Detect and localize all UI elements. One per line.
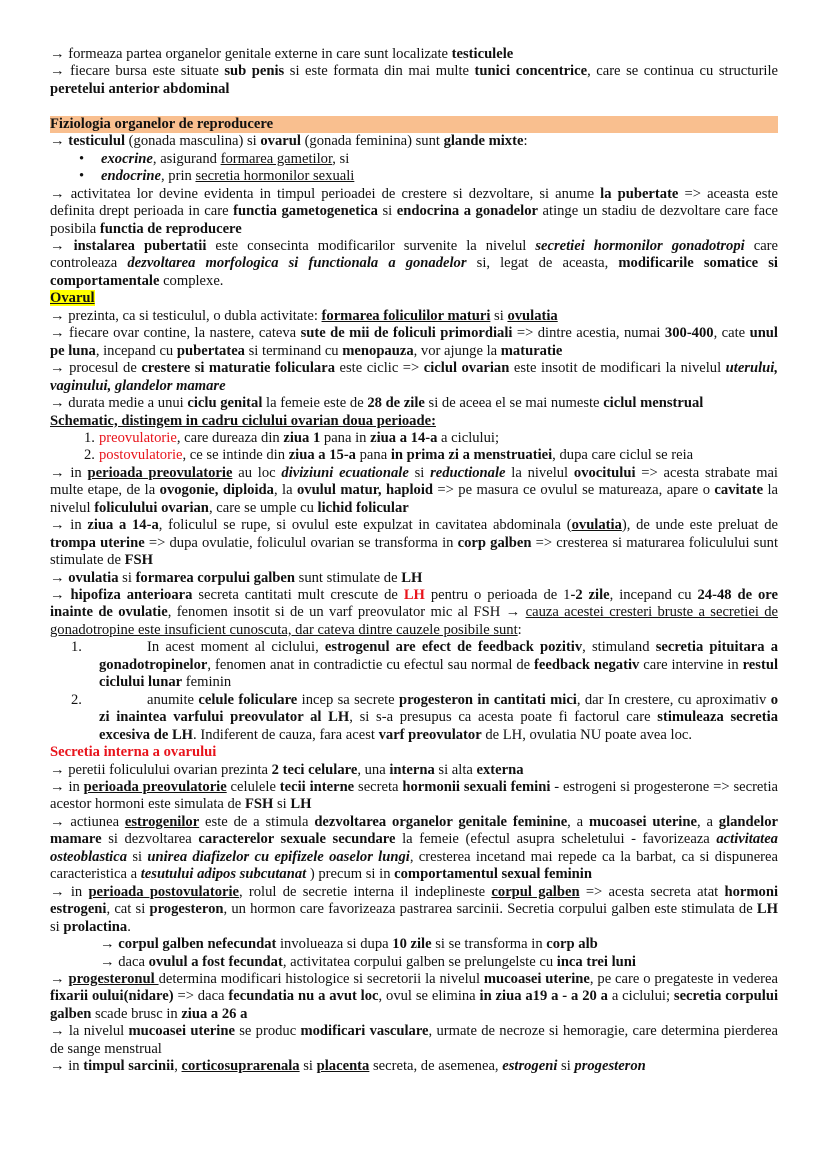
- paragraph: [50, 413, 778, 430]
- text-run: anumite: [147, 691, 199, 708]
- text-run: cauza acestei cresteri bruste a secretiei de gonadotropine este insuficient cunoscuta, dar cateva dintre cauzele posibile sunt: [50, 604, 779, 638]
- numbered-item: [50, 639, 778, 691]
- paragraph: [50, 133, 778, 150]
- text-run: secreta cantitati mult crescute de: [192, 587, 404, 604]
- text-run: estrogenilor: [124, 813, 200, 830]
- text-run: Ovarul: [50, 290, 95, 307]
- text-run: => aceasta este definita drept perioada in care: [50, 185, 778, 220]
- text-run: este insotit de modificari la nivelul: [509, 360, 726, 377]
- text-run: si de aceea el se mai numeste: [424, 395, 604, 412]
- text-run: si: [273, 796, 291, 813]
- text-run: →: [50, 237, 74, 254]
- text-run: a ciclului;: [607, 988, 674, 1005]
- paragraph: [50, 1023, 778, 1058]
- text-run: →: [50, 569, 69, 586]
- text-run: testiculul: [68, 133, 126, 150]
- text-run: celulele: [226, 779, 280, 796]
- text-run: ziua a 14-a: [370, 429, 438, 446]
- text-run: functia gametogenetica: [233, 203, 378, 220]
- text-run: -2 zile: [570, 587, 610, 604]
- paragraph: [50, 884, 778, 936]
- text-run: secretia pituitara a gonadotropinelor: [99, 639, 778, 673]
- paragraph: [50, 936, 778, 953]
- text-run: , dar In crestere, cu aproximativ: [576, 691, 771, 708]
- text-run: → durata medie a unui: [50, 395, 188, 412]
- paragraph: [50, 238, 778, 290]
- text-run: foliculului ovarian: [94, 499, 209, 516]
- text-run: corp galben: [457, 534, 532, 551]
- list-number: 1.: [71, 639, 82, 656]
- text-run: este consecinta modificarilor survenite la nivelul: [206, 237, 536, 254]
- text-run: , stimuland: [582, 639, 656, 656]
- text-run: ciclu genital: [187, 395, 263, 412]
- text-run: perioada preovulatorie: [83, 779, 227, 796]
- text-run: feminin: [182, 674, 232, 691]
- text-run: pana: [355, 447, 391, 464]
- paragraph: [50, 395, 778, 412]
- text-run: →: [50, 133, 69, 150]
- text-run: se produc: [234, 1023, 301, 1040]
- text-run: modificarile somatice si comportamentale: [50, 255, 778, 289]
- text-run: , asigurand: [152, 150, 221, 167]
- text-run: estrogeni: [502, 1058, 558, 1075]
- text-run: si: [490, 307, 508, 324]
- paragraph: [50, 46, 778, 63]
- paragraph: [50, 98, 778, 115]
- text-run: peretelui anterior abdominal: [50, 80, 230, 97]
- text-run: si: [377, 203, 397, 220]
- text-run: si: [50, 918, 64, 935]
- text-run: crestere si maturatie foliculara: [141, 360, 336, 377]
- list-number: 2.: [84, 447, 95, 464]
- bullet-item: [50, 151, 778, 168]
- text-run: pana in: [320, 429, 371, 446]
- text-run: , vor ajunge la: [413, 342, 501, 359]
- text-run: si: [557, 1058, 575, 1075]
- text-run: mucoasei uterine: [588, 813, 697, 830]
- text-run: au loc: [232, 464, 282, 481]
- text-run: → peretii foliculului ovarian prezinta: [50, 761, 272, 778]
- text-run: inca trei luni: [556, 953, 636, 970]
- paragraph: [50, 186, 778, 238]
- text-run: si: [118, 569, 136, 586]
- text-run: corpul galben: [491, 883, 580, 900]
- text-run: formarea gametilor: [220, 150, 333, 167]
- text-run: ziua a 15-a: [288, 447, 356, 464]
- text-run: ovulul matur, haploid: [296, 482, 433, 499]
- text-run: ovulatia: [571, 517, 622, 534]
- text-run: la nivelul: [50, 482, 778, 516]
- paragraph: [50, 1058, 778, 1075]
- text-run: , a: [696, 813, 719, 830]
- text-run: → la nivelul: [50, 1023, 129, 1040]
- text-run: LH: [290, 796, 312, 813]
- text-run: si: [299, 1058, 317, 1075]
- text-run: preovulatorie: [99, 429, 177, 446]
- text-run: , a: [567, 813, 589, 830]
- text-run: trompa uterine: [50, 534, 145, 551]
- text-run: mucoasei uterine: [128, 1023, 235, 1040]
- text-run: comportamentul sexual feminin: [394, 866, 592, 883]
- text-run: la femeie (efectul asupra scheletului - favorizeaza: [395, 831, 717, 848]
- text-run: In acest moment al ciclului,: [147, 639, 325, 656]
- text-run: → in: [50, 779, 84, 796]
- text-run: tecii interne: [279, 779, 355, 796]
- paragraph: [50, 954, 778, 971]
- text-run: progesteron: [149, 901, 224, 918]
- bullet-item: [50, 168, 778, 185]
- text-run: , care se continua cu structurile: [587, 63, 779, 80]
- text-run: => acesta strabate mai multe etape, de la: [50, 464, 778, 499]
- paragraph: [50, 63, 778, 98]
- text-run: prolactina: [63, 918, 128, 935]
- text-run: sub penis: [224, 63, 285, 80]
- text-run: endocrina a gonadelor: [396, 203, 538, 220]
- paragraph: [50, 517, 778, 569]
- text-run: , fenomen anat in contradictie cu efectul sau normal de: [207, 656, 535, 673]
- list-number: 2.: [71, 691, 82, 708]
- text-run: testiculele: [451, 46, 514, 62]
- text-run: (gonada masculina) si: [125, 133, 261, 150]
- text-run: , activitatea corpului galben se prelungelste cu: [282, 953, 557, 970]
- text-run: pentru o perioada de 1: [424, 587, 571, 604]
- text-run: si alta: [434, 761, 477, 778]
- text-run: , ce se intinde din: [182, 447, 289, 464]
- text-run: dezvoltarea organelor genitale feminine: [314, 813, 568, 830]
- text-run: ziua a 26 a: [181, 1005, 248, 1022]
- text-run: ciclul menstrual: [603, 395, 704, 412]
- text-run: caracterelor sexuale secundare: [198, 831, 396, 848]
- text-run: hormoni estrogeni: [50, 883, 778, 918]
- text-run: , fenomen insotit si de un varf preovulator mic al FSH →: [167, 604, 526, 621]
- text-run: formarea corpului galben: [135, 569, 296, 586]
- text-run: si: [408, 464, 431, 481]
- text-run: unirea diafizelor cu epifizele oaselor lungi: [147, 848, 410, 865]
- text-run: secreta, de asemenea,: [369, 1058, 503, 1075]
- text-run: :: [517, 621, 522, 638]
- text-run: 300-400: [664, 325, 714, 342]
- text-run: , la: [273, 482, 297, 499]
- text-run: secreta: [354, 779, 403, 796]
- text-run: → formeaza partea organelor genitale externe in care sunt localizate: [50, 46, 452, 62]
- text-run: interna: [389, 761, 435, 778]
- document-page: [50, 46, 778, 1076]
- text-run: pubertatea: [176, 342, 245, 359]
- text-run: a ciclului;: [437, 429, 500, 446]
- text-run: → fiecare ovar contine, la nastere, cateva: [50, 325, 301, 342]
- text-run: si este formata din mai multe: [284, 63, 475, 80]
- text-run: care controleaza: [50, 237, 779, 272]
- text-run: ,: [174, 1058, 182, 1075]
- text-run: progesteronul: [68, 971, 159, 987]
- text-run: ovulatia: [68, 569, 119, 586]
- text-run: , incepand cu: [95, 342, 177, 359]
- text-run: endocrine: [101, 168, 161, 185]
- text-run: → daca: [100, 953, 149, 970]
- text-run: , urmate de necroze si hemoragie, care determina pierderea de sange menstrual: [50, 1023, 778, 1057]
- section-header: [50, 116, 778, 133]
- text-run: => acesta secreta atat: [579, 883, 725, 900]
- text-run: exocrine: [101, 150, 153, 167]
- text-run: ovarul: [260, 133, 301, 150]
- text-run: este ciclic =>: [335, 360, 424, 377]
- text-run: ovocitului: [573, 464, 636, 481]
- text-run: o zi inaintea varfului preovulator al LH: [99, 691, 779, 726]
- text-run: , foliculul se rupe, si ovulul este expulzat in cavitatea abdominala (: [158, 517, 572, 534]
- text-run: modificari vasculare: [300, 1023, 429, 1040]
- text-run: incep sa secrete: [297, 691, 399, 708]
- text-run: 2 teci celulare: [271, 761, 358, 778]
- text-run: , un hormon care favorizeaza pastrarea sarcinii. Secretia corpului galben este stimulata de: [223, 901, 757, 918]
- text-run: , una: [357, 761, 390, 778]
- text-run: → in: [50, 517, 88, 534]
- text-run: ovogonie, diploida: [159, 482, 274, 499]
- text-run: 24-48 de ore inainte de ovulatie: [50, 587, 778, 621]
- text-run: atinge un stadiu de dezvoltare care face posibila: [50, 203, 779, 237]
- text-run: varf preovulator: [378, 726, 482, 743]
- text-run: → in: [50, 464, 88, 481]
- text-run: , cate: [713, 325, 750, 342]
- paragraph: [50, 570, 778, 587]
- text-run: ciclul ovarian: [423, 360, 510, 377]
- text-run: secretia corpului galben: [50, 988, 779, 1022]
- text-run: restul ciclului lunar: [99, 656, 778, 691]
- text-run: ) precum si in: [306, 866, 395, 883]
- text-run: complexe.: [159, 272, 224, 289]
- text-run: secretiei hormonilor gonadotropi: [535, 237, 745, 254]
- text-run: , care se umple cu: [208, 499, 318, 516]
- text-run: in prima zi a menstruatiei: [390, 447, 553, 464]
- text-run: ziua a 14-a: [87, 517, 159, 534]
- text-run: timpul sarcinii: [83, 1058, 175, 1075]
- text-run: , si: [332, 150, 350, 167]
- text-run: involueaza si dupa: [276, 936, 393, 953]
- text-run: 10 zile: [392, 936, 432, 953]
- text-run: => dupa ovulatie, foliculul ovarian se transforma in: [144, 534, 458, 551]
- paragraph: [50, 325, 778, 360]
- paragraph: [50, 308, 778, 325]
- text-run: si terminand cu: [244, 342, 343, 359]
- text-run: → actiunea: [50, 813, 125, 830]
- text-run: activitatea osteoblastica: [50, 831, 778, 865]
- text-run: la nivelul: [505, 464, 574, 481]
- text-run: perioada preovulatorie: [87, 464, 233, 481]
- text-run: → in: [50, 1058, 84, 1075]
- text-run: , rolul de secretie interna il indeplineste: [239, 883, 492, 900]
- text-run: perioada postovulatorie: [88, 883, 239, 900]
- text-run: feedback negativ: [534, 656, 640, 673]
- text-run: ziua 1: [283, 429, 321, 446]
- text-run: , dupa care ciclul se reia: [552, 447, 694, 464]
- text-run: , cat si: [106, 901, 150, 918]
- text-run: (gonada feminina) sunt: [300, 133, 444, 150]
- text-run: , pe care o pregateste in vederea: [589, 971, 778, 987]
- text-run: care intervine in: [639, 656, 743, 673]
- text-run: → in: [50, 883, 89, 900]
- text-run: formarea foliculilor maturi: [321, 307, 491, 324]
- text-run: , care dureaza din: [176, 429, 284, 446]
- text-run: corpul galben nefecundat: [118, 936, 277, 953]
- text-run: placenta: [316, 1058, 370, 1075]
- text-run: stimuleaza secretia excesiva de LH: [99, 709, 779, 743]
- text-run: LH: [756, 901, 778, 918]
- text-run: FSH: [124, 552, 153, 569]
- text-run: , ovul se elimina: [378, 988, 480, 1005]
- text-run: tesutului adipos subcutanat: [140, 866, 307, 883]
- text-run: determina modificari histologice si secretorii la nivelul: [158, 971, 484, 987]
- text-run: , cresterea incetand mai repede ca la barbat, ca si dispunerea caracteristica a: [50, 848, 778, 883]
- list-number: 1.: [84, 429, 95, 446]
- text-run: si se transforma in: [431, 936, 547, 953]
- paragraph: [50, 971, 778, 1023]
- text-run: , incepand cu: [609, 587, 698, 604]
- text-run: menopauza: [342, 342, 414, 359]
- text-run: externa: [476, 761, 524, 778]
- text-run: la pubertate: [600, 185, 679, 202]
- text-run: unul pe luna: [50, 325, 778, 359]
- text-run: maturatie: [500, 342, 563, 359]
- text-run: hormonii sexuali femini: [402, 779, 551, 796]
- text-run: progesteron in cantitati mici: [398, 691, 577, 708]
- text-run: dezvoltarea morfologica si functionala a gonadelor: [127, 255, 467, 272]
- text-run: de LH, ovulatia NU poate avea loc.: [481, 726, 692, 743]
- text-run: si, legat de aceasta,: [466, 255, 619, 272]
- paragraph: [50, 465, 778, 517]
- paragraph: [50, 360, 778, 395]
- numbered-item: [50, 447, 778, 464]
- text-run: Fiziologia organelor de reproducere: [50, 115, 274, 132]
- text-run: glande mixte: [443, 133, 524, 150]
- text-run: ovulatia: [507, 307, 558, 324]
- text-run: fixarii oului(nidare): [50, 988, 174, 1005]
- text-run: tunici concentrice: [474, 63, 588, 80]
- text-run: →: [50, 587, 71, 604]
- numbered-item: [50, 430, 778, 447]
- text-run: => cresterea si maturarea foliculului sunt stimulate de: [50, 534, 779, 569]
- text-run: este de a stimula: [199, 813, 315, 830]
- text-run: mucoasei uterine: [483, 971, 590, 987]
- text-run: , si s-a presupus ca acesta poate fi factorul care: [349, 709, 658, 726]
- text-run: → procesul de: [50, 360, 142, 377]
- text-run: glandelor mamare: [50, 813, 778, 848]
- text-run: . Indiferent de cauza, fara acest: [193, 726, 379, 743]
- text-run: functia de reproducere: [99, 220, 242, 237]
- text-run: FSH: [244, 796, 274, 813]
- numbered-item: [50, 692, 778, 744]
- text-run: => daca: [173, 988, 229, 1005]
- text-run: , prin: [161, 168, 196, 185]
- text-run: celule foliculare: [198, 691, 298, 708]
- text-run: reductionale: [430, 464, 506, 481]
- text-run: sunt stimulate de: [295, 569, 402, 586]
- text-run: instalarea pubertatii: [73, 237, 207, 254]
- text-run: uterului, vaginului, glandelor mamare: [50, 360, 778, 394]
- text-run: 28 de zile: [367, 395, 425, 412]
- text-run: sute de mii de foliculi primordiali: [300, 325, 513, 342]
- text-run: →: [100, 936, 119, 953]
- text-run: corticosuprarenala: [181, 1058, 300, 1075]
- text-run: :: [523, 133, 528, 150]
- text-run: => dintre acestia, numai: [512, 325, 665, 342]
- text-run: progesteron: [574, 1058, 646, 1075]
- text-run: estrogenul are efect de feedback pozitiv: [324, 639, 583, 656]
- text-run: diviziuni ecuationale: [281, 464, 409, 481]
- text-run: in ziua a19 a - a 20 a: [479, 988, 608, 1005]
- text-run: → activitatea lor devine evidenta in timpul perioadei de crestere si dezvoltare, si anume: [50, 185, 601, 202]
- text-run: => pe masura ce ovulul se matureaza, apare o: [433, 482, 715, 499]
- text-run: lichid folicular: [317, 499, 409, 516]
- text-run: corp alb: [546, 936, 598, 953]
- text-run: ovulul a fost fecundat: [148, 953, 283, 970]
- paragraph: [50, 587, 778, 639]
- text-run: Schematic, distingem in cadru ciclului ovarian doua perioade:: [50, 412, 436, 429]
- text-run: ), de unde este preluat de: [621, 517, 779, 534]
- paragraph: [50, 762, 778, 779]
- text-run: .: [127, 918, 131, 935]
- text-run: LH: [401, 569, 423, 586]
- text-run: si dezvoltarea: [101, 831, 199, 848]
- text-run: secretia hormonilor sexuali: [195, 168, 355, 185]
- text-run: hipofiza anterioara: [70, 587, 193, 604]
- text-run: - estrogeni si progesterone => secretia acestor hormoni este simulata de: [50, 779, 778, 813]
- text-run: LH: [403, 587, 425, 604]
- text-run: → fiecare bursa este situate: [50, 63, 225, 80]
- text-run: Secretia interna a ovarului: [50, 744, 217, 761]
- text-run: la femeie este de: [262, 395, 368, 412]
- text-run: scade brusc in: [91, 1005, 182, 1022]
- text-run: si: [127, 848, 148, 865]
- text-run: postovulatorie: [99, 447, 183, 464]
- text-run: cavitate: [714, 482, 764, 499]
- text-run: fecundatia nu a avut loc: [228, 988, 379, 1005]
- paragraph: [50, 814, 778, 884]
- text-run: → prezinta, ca si testiculul, o dubla activitate:: [50, 307, 322, 324]
- paragraph: [50, 744, 778, 761]
- text-run: →: [50, 971, 69, 987]
- paragraph: [50, 290, 778, 307]
- paragraph: [50, 779, 778, 814]
